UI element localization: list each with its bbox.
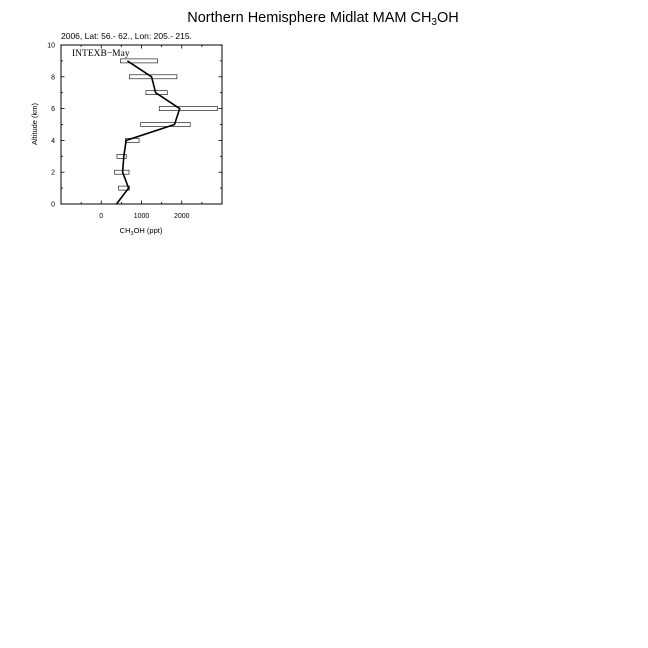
chart-subtitle: 2006, Lat: 56.- 62., Lon: 205.- 215. (61, 31, 192, 41)
range-box (121, 59, 158, 63)
range-boxes (115, 59, 218, 190)
range-box (129, 75, 176, 79)
range-box (115, 170, 129, 174)
x-tick-label: 2000 (173, 213, 190, 220)
chart-title: Northern Hemisphere Midlat MAM $CH_3OH$ (187, 10, 459, 28)
x-axis-ticks (61, 45, 222, 220)
range-box (141, 123, 191, 127)
profile-series (117, 61, 180, 204)
range-box (159, 107, 217, 111)
y-tick-label: 10 (47, 42, 55, 50)
y-tick-label: 0 (51, 201, 55, 209)
y-tick-label: 2 (51, 169, 55, 177)
y-tick-label: 4 (51, 137, 55, 145)
x-tick-label: 0 (99, 213, 104, 220)
y-axis-label: Altitude (km) (30, 102, 39, 146)
y-tick-label: 6 (51, 106, 55, 114)
y-axis-ticks (47, 43, 222, 209)
plot-border (61, 45, 222, 204)
profile-line (117, 61, 180, 204)
plot-frame (61, 45, 222, 204)
x-tick-label: 1000 (133, 213, 150, 220)
y-tick-label: 8 (51, 74, 55, 82)
x-axis-label: $CH_3OH$ (ppt) (119, 226, 163, 237)
dataset-annotation: INTEXB−May (72, 49, 130, 59)
